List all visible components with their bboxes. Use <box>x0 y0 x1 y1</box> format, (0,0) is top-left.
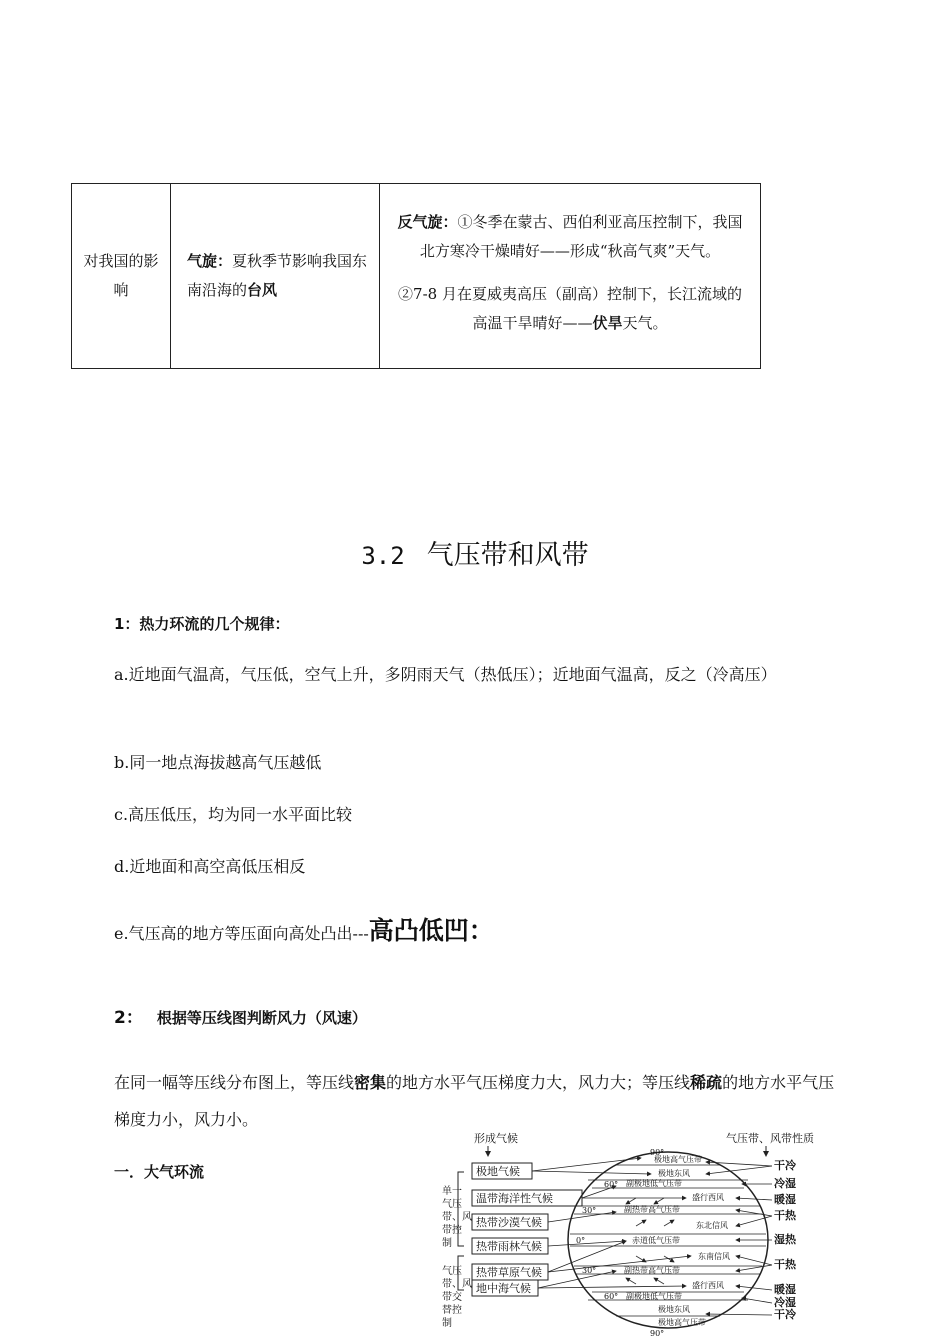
wind-heading-number: 2： <box>114 1008 143 1028</box>
cyclone-bold: 台风 <box>247 281 278 299</box>
cyclone-label: 气旋： <box>187 252 233 270</box>
property-label: 干热 <box>774 1258 796 1271</box>
climate-label: 热带雨林气候 <box>476 1240 542 1253</box>
row-label: 对我国的影响 <box>83 252 159 299</box>
property-label: 冷湿 <box>774 1177 796 1190</box>
row-label-cell <box>72 184 171 369</box>
latitude-label: 30° <box>582 1206 597 1215</box>
rule-e-emphasis: 高凸低凹： <box>368 916 494 945</box>
wind-text-2: 的地方水平气压梯度力大，风力大；等压线 <box>386 1073 691 1092</box>
latitude-label: 60° <box>604 1180 619 1189</box>
climate-label: 极地气候 <box>476 1165 520 1178</box>
property-label: 干冷 <box>774 1159 796 1172</box>
wind-heading <box>114 999 844 1037</box>
belt-label: 东北信风 <box>696 1221 728 1230</box>
belt-label: 盛行西风 <box>692 1193 724 1202</box>
group2-line: 带、风 <box>442 1279 472 1290</box>
belt-label: 副热带高气压带 <box>624 1266 680 1275</box>
belt-label: 极地高气压带 <box>658 1318 706 1327</box>
property-label: 暖湿 <box>774 1193 796 1206</box>
climate-label: 热带沙漠气候 <box>476 1216 542 1229</box>
wind-bold-dense: 密集 <box>354 1073 387 1092</box>
wind-text-3: 的地方水平气压梯度力小，风力小。 <box>114 1073 835 1129</box>
latitude-label: 60° <box>604 1292 619 1301</box>
rule-c: c.高压低压，均为同一水平面比较 <box>114 805 353 824</box>
wind-paragraph <box>114 1064 844 1138</box>
anticyclone-text-2b: 天气。 <box>622 314 668 332</box>
wind-text-1: 在同一幅等压线分布图上，等压线 <box>114 1073 355 1092</box>
climate-labels <box>472 1163 582 1296</box>
group2-line: 气压 <box>442 1266 462 1277</box>
group1-line: 带、风 <box>442 1212 472 1223</box>
section-title-text: 气压带和风带 <box>426 540 589 571</box>
group2-line: 带交 <box>442 1292 462 1303</box>
property-labels <box>774 1158 797 1321</box>
diagram-right-title: 气压带、风带性质 <box>726 1132 814 1145</box>
latitude-label: 30° <box>582 1266 597 1275</box>
rules-heading: 1：热力环流的几个规律： <box>114 615 290 633</box>
section-title <box>0 536 950 576</box>
anticyclone-text-1: ①冬季在蒙古、西伯利亚高压控制下，我国北方寒冷干燥晴好——形成“秋高气爽”天气。 <box>419 213 743 260</box>
circulation-heading: 一．大气环流 <box>114 1163 205 1181</box>
anticyclone-cell <box>380 184 761 369</box>
group1-line: 带控 <box>442 1225 462 1236</box>
wind-heading-text: 根据等压线图判断风力（风速） <box>156 1009 367 1027</box>
anticyclone-label: 反气旋： <box>397 213 458 231</box>
property-label: 冷湿 <box>774 1296 796 1309</box>
cyclone-influence-table <box>71 183 761 369</box>
belt-label: 极地东风 <box>658 1169 690 1178</box>
section-number: 3.2 <box>361 542 405 570</box>
anticyclone-text-2a: ②7-8 月在夏威夷高压（副高）控制下，长江流域的高温干旱晴好—— <box>398 285 742 332</box>
cyclone-text: 夏秋季节影响我国东南沿海的 <box>187 252 368 299</box>
property-label: 干冷 <box>774 1308 796 1321</box>
rule-d: d.近地面和高空高低压相反 <box>114 857 306 876</box>
table-row <box>72 184 761 369</box>
latitude-label: 90° <box>650 1148 665 1157</box>
group2-line: 制 <box>442 1318 452 1329</box>
property-label: 湿热 <box>774 1233 796 1246</box>
group1-line: 气压 <box>442 1199 462 1210</box>
rule-e <box>114 912 844 952</box>
rule-b: b.同一地点海拔越高气压越低 <box>114 753 322 772</box>
belt-label: 副热带高气压带 <box>624 1205 680 1214</box>
property-label: 干热 <box>774 1209 796 1222</box>
climate-label: 温带海洋性气候 <box>476 1192 553 1205</box>
property-label: 暖湿 <box>774 1283 796 1296</box>
diagram-left-title: 形成气候 <box>474 1132 518 1145</box>
latitude-label: 0° <box>576 1236 586 1245</box>
latitude-label: 90° <box>650 1329 665 1338</box>
rule-a: a.近地面气温高，气压低，空气上升，多阴雨天气（热低压）；近地面气温高，反之（冷高压） <box>114 665 777 684</box>
belt-label: 副极地低气压带 <box>626 1179 682 1188</box>
belt-label: 盛行西风 <box>692 1281 724 1290</box>
wind-bold-sparse: 稀疏 <box>690 1073 723 1092</box>
group1-line: 制 <box>442 1238 452 1249</box>
climate-label: 地中海气候 <box>476 1282 531 1295</box>
rule-e-text: e.气压高的地方等压面向高处凸出--- <box>114 924 369 943</box>
belt-label: 副极地低气压带 <box>626 1292 682 1301</box>
belt-label: 东南信风 <box>698 1252 730 1261</box>
group2-line: 替控 <box>442 1305 462 1316</box>
belt-label: 极地高气压带 <box>654 1155 702 1164</box>
belt-label: 极地东风 <box>658 1305 690 1314</box>
anticyclone-paragraph-2 <box>392 280 748 338</box>
global-pressure-wind-diagram <box>436 1128 836 1340</box>
anticyclone-paragraph-1 <box>392 208 748 266</box>
belt-label: 赤道低气压带 <box>632 1236 680 1245</box>
group1-line: 单一 <box>442 1186 462 1197</box>
diagram-group-labels <box>442 1172 472 1329</box>
cyclone-cell <box>171 184 380 369</box>
climate-label: 热带草原气候 <box>476 1266 542 1279</box>
anticyclone-bold: 伏旱 <box>592 314 623 332</box>
